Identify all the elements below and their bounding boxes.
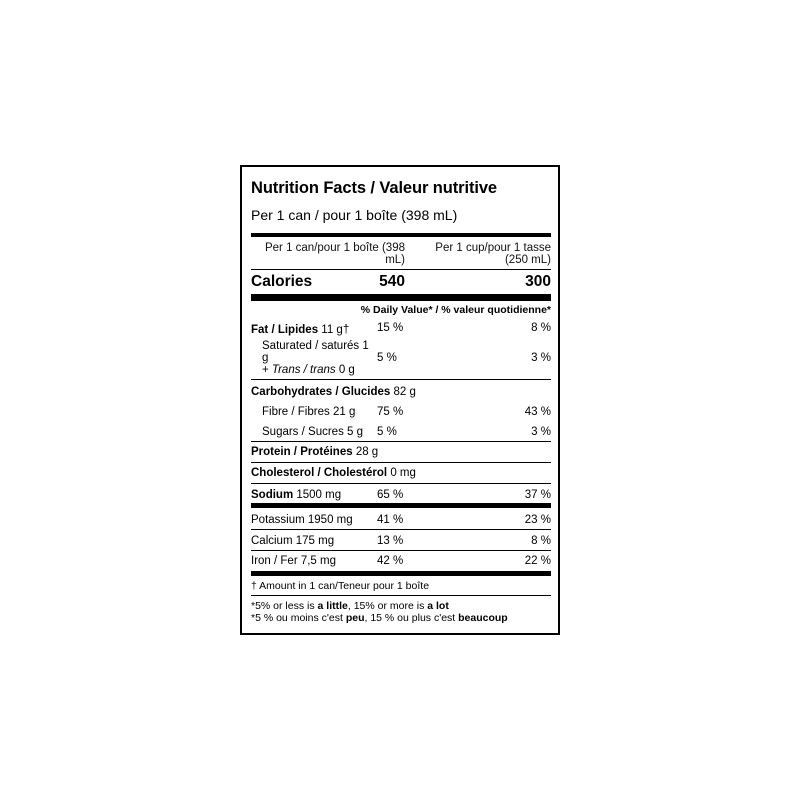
carbohydrates-row: Carbohydrates / Glucides 82 g <box>251 386 416 398</box>
thin-divider <box>251 462 551 463</box>
calories-value-can: 540 <box>379 273 405 290</box>
daily-value-header: % Daily Value* / % valeur quotidienne* <box>360 304 551 316</box>
fat-dv-cup: 8 % <box>531 322 551 334</box>
iron-dv-cup: 22 % <box>524 555 551 567</box>
calcium-row: Calcium 175 mg <box>251 535 335 547</box>
fibre-dv-can: 75 % <box>377 406 404 418</box>
thin-divider <box>251 379 551 380</box>
calcium-dv-can: 13 % <box>377 535 404 547</box>
iron-row: Iron / Fer 7,5 mg <box>251 555 337 567</box>
fat-dv-can: 15 % <box>377 322 404 334</box>
label-title: Nutrition Facts / Valeur nutritive <box>251 179 497 197</box>
thick-divider <box>251 503 551 508</box>
daily-value-note-en: *5% or less is a little, 15% or more is a lot <box>251 600 449 612</box>
thin-divider <box>251 441 551 442</box>
calories-value-cup: 300 <box>525 273 551 290</box>
column-header-can: Per 1 can/pour 1 boîte (398 mL) <box>264 242 405 266</box>
thin-divider <box>251 269 551 270</box>
sodium-dv-cup: 37 % <box>524 489 551 501</box>
potassium-dv-cup: 23 % <box>524 514 551 526</box>
thin-divider <box>251 529 551 530</box>
cholesterol-row: Cholesterol / Cholestérol 0 mg <box>251 467 416 479</box>
fibre-dv-cup: 43 % <box>524 406 551 418</box>
iron-dv-can: 42 % <box>377 555 404 567</box>
saturated-row: Saturated / saturés 1 g + Trans / trans 0 g <box>262 340 369 376</box>
saturated-dv-cup: 3 % <box>531 352 551 364</box>
amount-footnote: † Amount in 1 can/Teneur pour 1 boîte <box>251 580 430 592</box>
thick-divider <box>251 571 551 576</box>
sugars-dv-cup: 3 % <box>531 426 551 438</box>
serving-size: Per 1 can / pour 1 boîte (398 mL) <box>251 207 458 223</box>
fibre-row: Fibre / Fibres 21 g <box>262 406 356 418</box>
thin-divider <box>251 550 551 551</box>
thick-divider <box>251 294 551 301</box>
potassium-dv-can: 41 % <box>377 514 404 526</box>
sugars-row: Sugars / Sucres 5 g <box>262 426 364 438</box>
nutrition-facts-label <box>240 165 560 635</box>
saturated-dv-can: 5 % <box>377 352 397 364</box>
sodium-dv-can: 65 % <box>377 489 404 501</box>
protein-row: Protein / Protéines 28 g <box>251 446 379 458</box>
potassium-row: Potassium 1950 mg <box>251 514 353 526</box>
sodium-row: Sodium 1500 mg <box>251 489 342 501</box>
daily-value-note-fr: *5 % ou moins c'est peu, 15 % ou plus c'est beaucoup <box>251 612 508 624</box>
thin-divider <box>251 595 551 596</box>
thin-divider <box>251 483 551 484</box>
calcium-dv-cup: 8 % <box>531 535 551 547</box>
column-header-cup: Per 1 cup/pour 1 tasse (250 mL) <box>435 242 551 266</box>
fat-row: Fat / Lipides 11 g† <box>251 324 350 336</box>
calories-label: Calories <box>251 273 313 290</box>
sugars-dv-can: 5 % <box>377 426 397 438</box>
thick-divider <box>251 233 551 237</box>
